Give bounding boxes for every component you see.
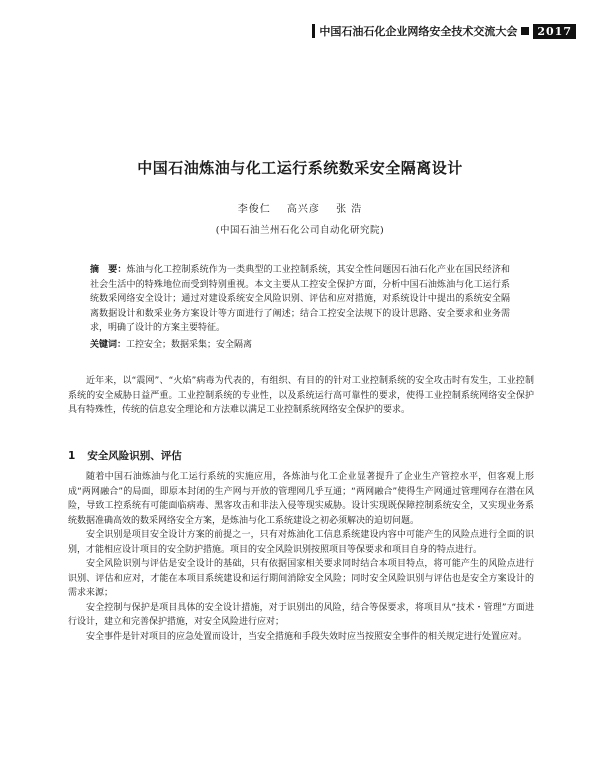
author-list [0,200,600,215]
keywords-text: 工控安全；数据采集；安全隔离 [126,340,253,350]
body-paragraph: 随着中国石油炼油与化工运行系统的实施应用，各炼油与化工企业显著提升了企业生产管控水平，但客观上形成“两网融合”的局面，即原本封闭的生产网与开放的管理网几乎互通；“两网融合”使得生产网通过管理网存在潜在风险，导致工控系统有可能面临病毒、黑客攻击和非法入侵等现实威胁。设计实现既保障控制系统安全，又实现业务系统数据准确高效的数采网络安全方案，是炼油与化工系统建设之初必须解决的迫切问题。 [68,472,534,526]
body-paragraph: 安全识别是项目安全设计方案的前提之一，只有对炼油化工信息系统建设内容中可能产生的风险点进行全面的识别，才能相应设计项目的安全防护措施。项目的安全风险识别按照项目等保要求和项目自身的特点进行。 [68,530,534,555]
introduction [68,374,534,418]
paper-title: 中国石油炼油与化工运行系统数采安全隔离设计 [137,159,463,177]
author: 李俊仁 [237,204,271,215]
body-paragraph: 安全事件是针对项目的应急处置而设计，当安全措施和手段失效时应当按照安全事件的相关规定进行处置应对。 [86,631,528,642]
keywords [90,338,510,352]
intro-paragraph: 近年来，以“震网”、“火焰”病毒为代表的，有组织、有目的的针对工业控制系统的安全攻击时有发生，工业控制系统的安全威胁日益严重。工业控制系统的专业性，以及系统运行高可靠性的要求，使得工业控制系统网络安全保护具有特殊性，传统的信息安全理论和方法难以满足工业控制系统网络安全保护的要求。 [68,376,534,415]
conference-header [312,22,576,40]
author: 张 浩 [336,204,363,215]
abstract [90,263,510,336]
section-heading [68,448,182,463]
abstract-label: 摘 要： [90,265,127,275]
section-number: 1 [68,450,76,462]
section-body [68,470,534,644]
body-paragraph: 安全控制与保护是项目具体的安全设计措施，对于识别出的风险，结合等保要求，将项目从“技术・管理”方面进行设计，建立和完善保护措施，对安全风险进行应对； [68,602,534,627]
header-square-mark [521,27,529,35]
abstract-text: 炼油与化工控制系统作为一类典型的工业控制系统，其安全性问题因石油石化产业在国民经济和社会生活中的特殊地位而受到特别重视。本文主要从工控安全保护方面，分析中国石油炼油与化工运行系统数采网络安全设计；通过对建设系统安全风险识别、评估和应对措施，对系统设计中提出的系统安全隔离数据设计和数采业务方案设计等方面进行了阐述；结合工控安全法规下的设计思路、安全要求和业务需求，明确了设计的方案主要特征。 [90,265,510,333]
keywords-label: 关键词： [90,340,127,350]
affiliation: (中国石油兰州石化公司自动化研究院) [215,225,385,236]
conference-name: 中国石油石化企业网络安全技术交流大会 [319,25,518,38]
author: 高兴彦 [286,204,320,215]
body-paragraph: 安全风险识别与评估是安全设计的基础，只有依据国家相关要求同时结合本项目特点，将可能产生的风险点进行识别、评估和应对，才能在本项目系统建设和运行期间消除安全风险；同时安全风险识别与评估也是安全方案设计的需求来源； [68,559,534,598]
conference-year: 2017 [533,24,576,39]
header-bar-mark [312,24,315,38]
section-title: 安全风险识别、评估 [87,450,182,462]
